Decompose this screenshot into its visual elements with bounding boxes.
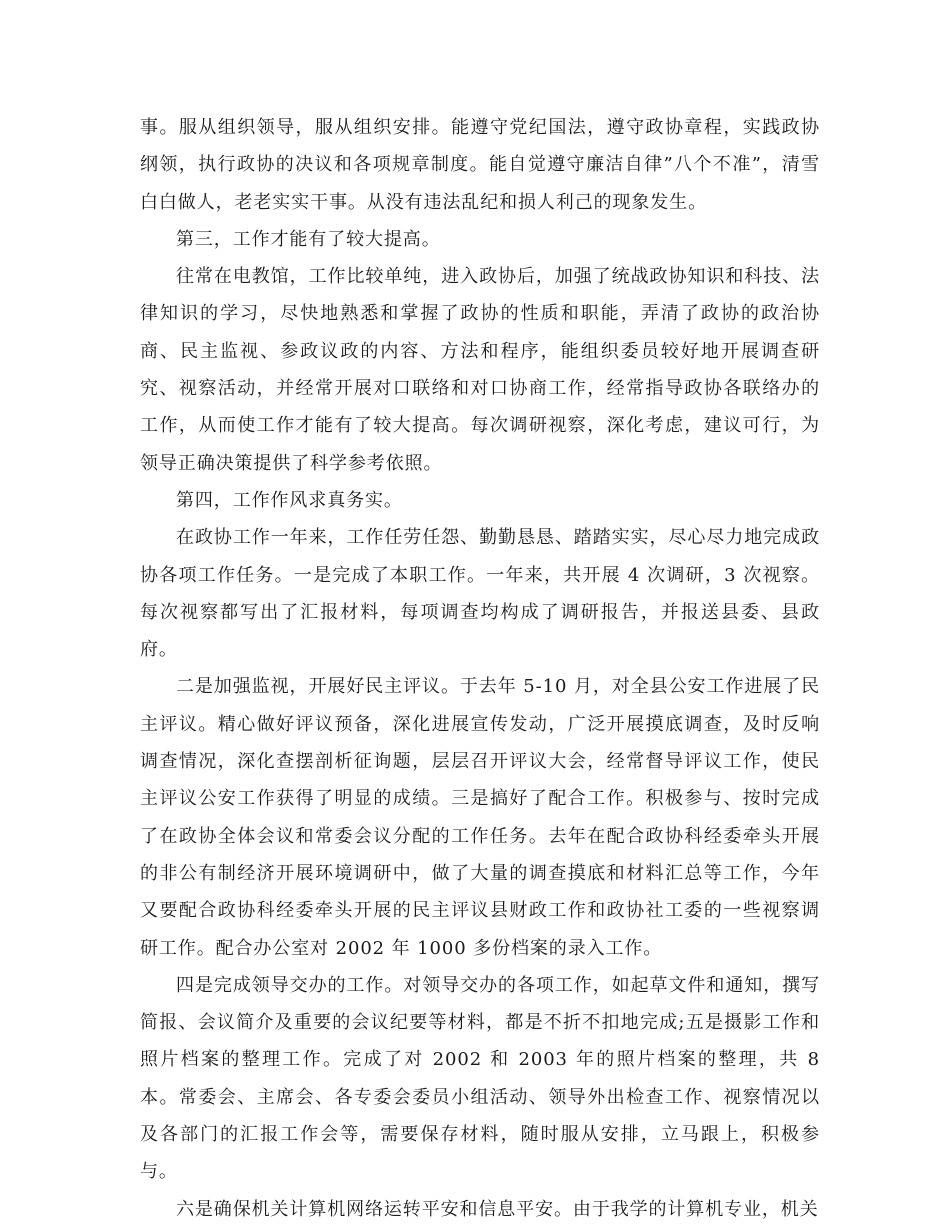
paragraph-1: 事。服从组织领导，服从组织安排。能遵守党纪国法，遵守政协章程，实践政协纲领，执行政协的决议和各项规章制度。能自觉遵守廉洁自律”八个不准”，清雪白白做人，老老实实干事。从没有违法乱纪和损人利己的现象发生。: [140, 117, 820, 213]
paragraph-7: 四是完成领导交办的工作。对领导交办的各项工作，如起草文件和通知，撰写简报、会议简介及重要的会议纪要等材料，都是不折不扣地完成;五是摄影工作和照片档案的整理工作。完成了对 2002 和 2003 年的照片档案的整理，共 8 本。常委会、主席会、各专委会委员小组活动、领导外出检查工作、视察情况以及各部门的汇报工作会等，需要保存材料，随时服从安排，立马跟上，积极参与。: [140, 974, 820, 1183]
paragraph-3: 往常在电教馆，工作比较单纯，进入政协后，加强了统战政协知识和科技、法律知识的学习，尽快地熟悉和掌握了政协的性质和职能，弄清了政协的政治协商、民主监视、参政议政的内容、方法和程序，能组织委员较好地开展调查研究、视察活动，并经常开展对口联络和对口协商工作，经常指导政协各联络办的工作，从而使工作才能有了较大提高。每次调研视察，深化考虑，建议可行，为领导正确决策提供了科学参考依照。: [140, 266, 820, 474]
paragraph-4: 第四，工作作风求真务实。: [176, 489, 403, 511]
paragraph-5: 在政协工作一年来，工作任劳任怨、勤勤恳恳、踏踏实实，尽心尽力地完成政协各项工作任务。一是完成了本职工作。一年来，共开展 4 次调研，3 次视察。每次视察都写出了汇报材料，每项调查均构成了调研报告，并报送县委、县政府。: [140, 527, 820, 661]
document-body: [140, 109, 820, 1228]
paragraph-6: 二是加强监视，开展好民主评议。于去年 5-10 月，对全县公安工作进展了民主评议。精心做好评议预备，深化进展宣传发动，广泛开展摸底调查，及时反响调查情况，深化查摆剖析征询题，层层召开评议大会，经常督导评议工作，使民主评议公安工作获得了明显的成绩。三是搞好了配合工作。积极参与、按时完成了在政协全体会议和常委会议分配的工作任务。去年在配合政协科经委牵头开展的非公有制经济开展环境调研中，做了大量的调查摸底和材料汇总等工作，今年又要配合政协科经委牵头开展的民主评议县财政工作和政协社工委的一些视察调研工作。配合办公室对 2002 年 1000 多份档案的录入工作。: [140, 676, 820, 959]
paragraph-8: 六是确保机关计算机网络运转平安和信息平安。由于我学的计算机专业，机关: [176, 1198, 819, 1220]
paragraph-2: 第三，工作才能有了较大提高。: [176, 228, 441, 250]
